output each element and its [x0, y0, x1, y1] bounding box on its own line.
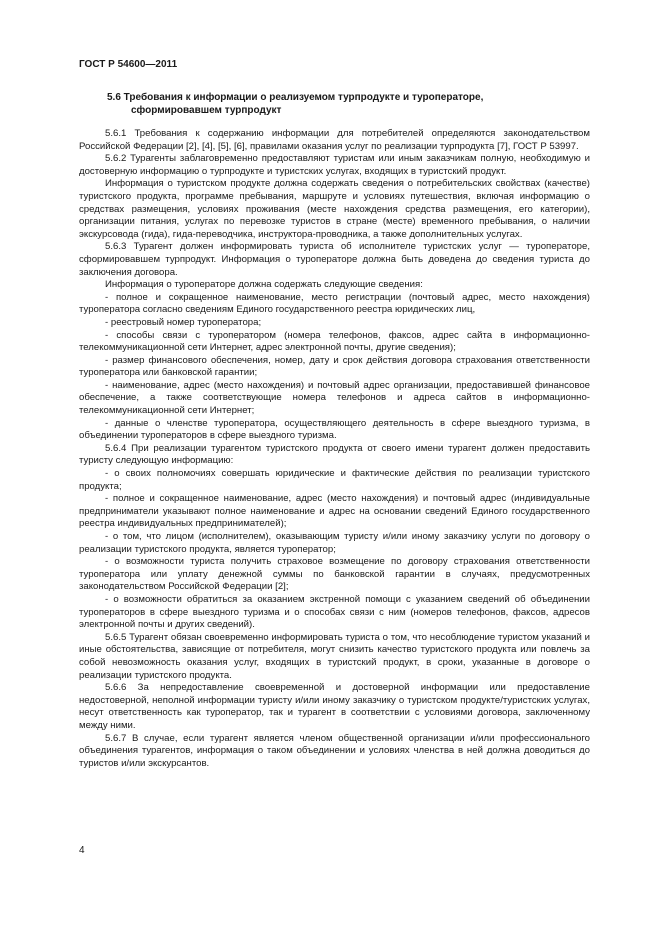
- paragraph: 5.6.1 Требования к содержанию информации для потребителей определяются законодательством Российской Федерации [2], [4], [5], [6], правилами оказания услуг по реализации турпродукта [7], ГОСТ Р 53997.: [79, 128, 590, 152]
- paragraph: 5.6.7 В случае, если турагент является членом общественной организации и/или профессионального объединения турагентов, информация о таком объединении и условиях членства в ней должна доводиться до туристов и/или экскурсантов.: [79, 732, 590, 769]
- list-item: - способы связи с туроператором (номера телефонов, факсов, адрес сайта в информационно-телекоммуникационной сети Интернет, адрес электронной почты, другие сведения);: [79, 329, 590, 354]
- list-item: - полное и сокращенное наименование, адрес (место нахождения) и почтовый адрес (индивидуальные предприниматели указывают полное наименование и адрес на основании сведений Единого государственного реестра индивидуальных предпринимателей);: [79, 493, 590, 530]
- paragraph: 5.6.4 При реализации турагентом туристского продукта от своего имени турагент должен предоставить туристу следующую информацию:: [79, 442, 590, 467]
- list-item: - о своих полномочиях совершать юридические и фактические действия по реализации туристского продукта;: [79, 468, 590, 492]
- section-title-line2: сформировавшем турпродукт: [131, 104, 282, 116]
- list-item: - о том, что лицом (исполнителем), оказывающим туристу и/или иному заказчику услуги по договору о реализации туристского продукта, является туроператор;: [79, 531, 590, 555]
- list-item: - полное и сокращенное наименование, место регистрации (почтовый адрес, место нахождения) туроператора согласно сведениям Единого государственного реестра юридических лиц,: [79, 291, 590, 316]
- section-title: [107, 92, 587, 117]
- document-header: ГОСТ Р 54600—2011: [79, 59, 178, 70]
- body-text: [79, 128, 590, 770]
- paragraph: 5.6.5 Турагент обязан своевременно информировать туриста о том, что несоблюдение туристом указаний и иные обстоятельства, зависящие от потребителя, могут снизить качество туристского продукта или повлечь за собой невозможность оказания услуг, входящих в туристский продукт, в сроки, указанные в договоре о реализации туристского продукта.: [79, 631, 590, 681]
- paragraph: 5.6.3 Турагент должен информировать туриста об исполнителе туристских услуг — туроператоре, сформировавшем турпродукт. Информация о туроператоре должна быть доведена до сведения туриста до заключения договора.: [79, 241, 590, 278]
- list-item: - данные о членстве туроператора, осуществляющего деятельность в сфере выездного туризма, в объединении туроператоров в сфере выездного туризма.: [79, 417, 590, 442]
- list-item: - о возможности обратиться за оказанием экстренной помощи с указанием сведений об объединении туроператоров в сфере выездного туризма и о способах связи с ним (номеров телефонов, факсов, адресов электронной почты и других сведений).: [79, 593, 590, 631]
- list-item: - наименование, адрес (место нахождения) и почтовый адрес организации, предоставившей финансовое обеспечение, а также соответствующие номера телефонов и адреса сайтов в информационно-телекоммуникационной сети Интернет;: [79, 379, 590, 417]
- list-item: - размер финансового обеспечения, номер, дату и срок действия договора страхования ответственности туроператора или банковской гарантии;: [79, 354, 590, 379]
- list-item: - о возможности туриста получить страховое возмещение по договору страхования ответственности туроператора или уплату денежной суммы по банковской гарантии в случаях, предусмотренных законодательством Российской Федерации [2];: [79, 556, 590, 593]
- section-title-line1: 5.6 Требования к информации о реализуемом турпродукте и туроператоре,: [107, 92, 484, 103]
- paragraph: 5.6.2 Турагенты заблаговременно предоставляют туристам или иным заказчикам полную, необходимую и достоверную информацию о турпродукте и туристских услугах, входящих в туристский продукт.: [79, 153, 590, 177]
- paragraph: Информация о туристском продукте должна содержать сведения о потребительских свойствах (качестве) туристского продукта, программе пребывания, маршруте и условиях путешествия, включая информацию о средствах размещения, условиях проживания (месте нахождения средства размещения, его категории), организации питания, услугах по перевозке туристов в стране (месте) временного пребывания, о наличии экскурсовода (гида), гида-переводчика, инструктора-проводника, а также дополнительных услугах.: [79, 178, 590, 240]
- page-number: 4: [79, 845, 85, 856]
- paragraph: 5.6.6 За непредоставление своевременной и достоверной информации или предоставление недостоверной, неполной информации туристу и/или иному заказчику о туристском продукте/туристских услугах, несут ответственность как туроператор, так и турагент в соответствии с условиями договора, заключенному между ними.: [79, 682, 590, 731]
- list-item: - реестровый номер туроператора;: [105, 316, 262, 328]
- paragraph: Информация о туроператоре должна содержать следующие сведения:: [105, 279, 423, 291]
